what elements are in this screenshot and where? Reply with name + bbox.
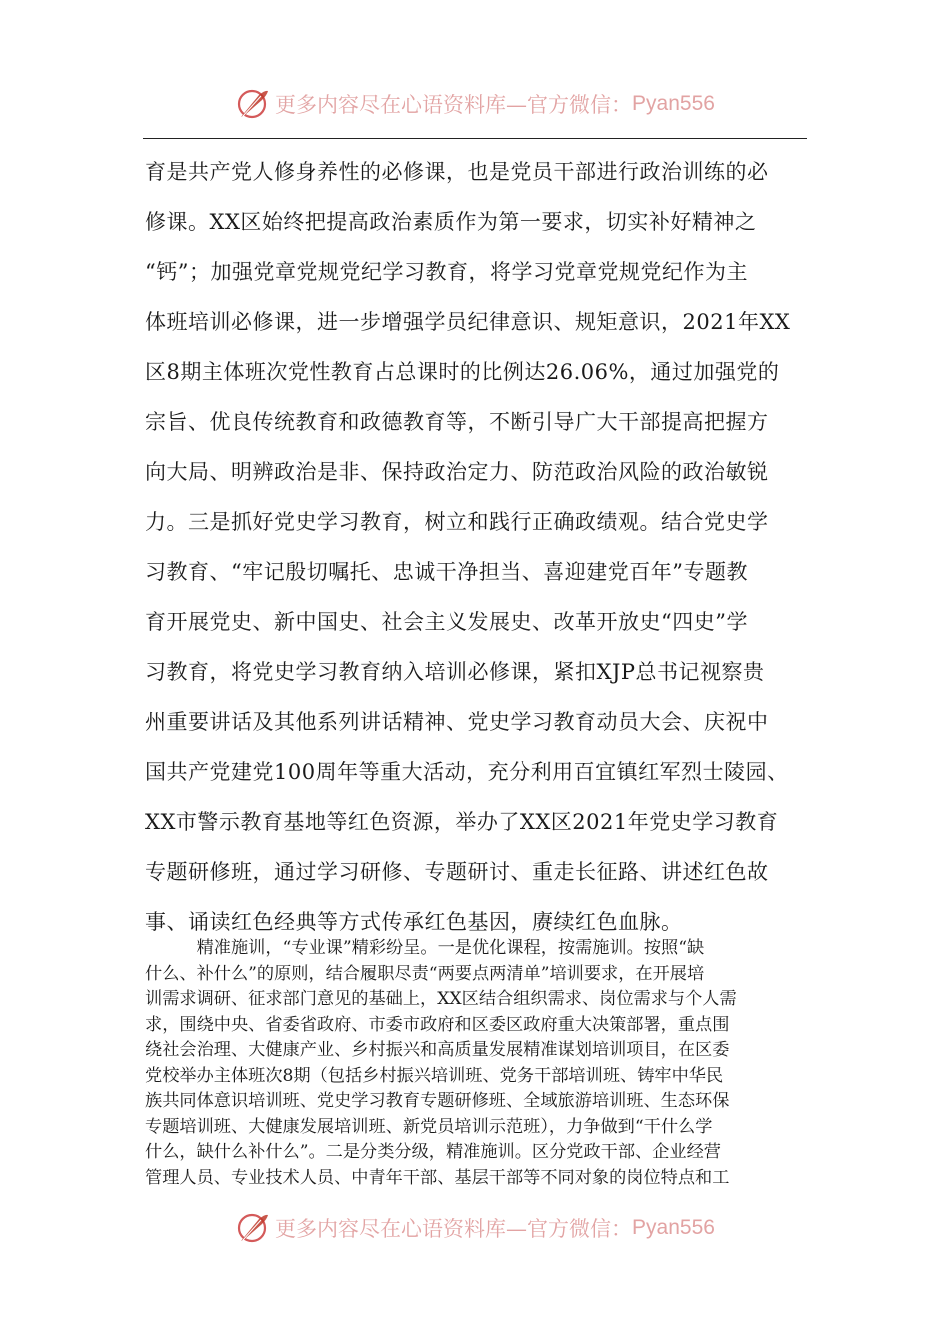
body-line: 族共同体意识培训班、党史学习教育专题研修班、全域旅游培训班、生态环保 — [145, 1091, 730, 1111]
banner-wechat-id: Pyan556 — [632, 1216, 715, 1239]
banner-text: 更多内容尽在心语资料库—官方微信： — [275, 1217, 633, 1241]
body-line: 育开展党史、新中国史、社会主义发展史、改革开放史“四史”学 — [145, 610, 748, 634]
body-line: 修课。XX区始终把提高政治素质作为第一要求，切实补好精神之 — [145, 210, 757, 234]
body-line: “钙”；加强党章党规党纪学习教育，将学习党章党规党纪作为主 — [145, 260, 748, 284]
body-line: 国共产党建党100周年等重大活动，充分利用百宜镇红军烈士陵园、 — [145, 760, 789, 784]
body-line: 向大局、明辨政治是非、保持政治定力、防范政治风险的政治敏锐 — [145, 460, 769, 484]
body-line: 绕社会治理、大健康产业、乡村振兴和高质量发展精准谋划培训项目，在区委 — [145, 1040, 730, 1060]
body-line: 专题研修班，通过学习研修、专题研讨、重走长征路、讲述红色故 — [145, 860, 769, 884]
quill-logo-icon — [235, 86, 271, 122]
body-line: 州重要讲话及其他系列讲话精神、党史学习教育动员大会、庆祝中 — [145, 710, 769, 734]
body-line: XX市警示教育基地等红色资源，举办了XX区2021年党史学习教育 — [145, 810, 779, 834]
body-line: 区8期主体班次党性教育占总课时的比例达26.06%，通过加强党的 — [145, 360, 780, 384]
body-line: 体班培训必修课，进一步增强学员纪律意识、规矩意识，2021年XX — [145, 310, 791, 334]
body-line: 精准施训，“专业课”精彩纷呈。一是优化课程，按需施训。按照“缺 — [145, 938, 705, 958]
body-line: 训需求调研、征求部门意见的基础上，XX区结合组织需求、岗位需求与个人需 — [145, 989, 737, 1009]
body-line: 什么，缺什么补什么”。二是分类分级，精准施训。区分党政干部、企业经营 — [145, 1142, 721, 1162]
body-section-small — [145, 936, 810, 1191]
body-line: 求，围绕中央、省委省政府、市委市政府和区委区政府重大决策部署，重点围 — [145, 1014, 730, 1035]
body-line: 管理人员、专业技术人员、中青年干部、基层干部等不同对象的岗位特点和工 — [145, 1167, 730, 1188]
body-line: 育是共产党人修身养性的必修课，也是党员干部进行政治训练的必 — [145, 160, 769, 184]
body-line: 专题培训班、大健康发展培训班、新党员培训示范班），力争做到“干什么学 — [145, 1116, 713, 1137]
banner-wechat-id: Pyan556 — [632, 92, 715, 115]
body-line: 党校举办主体班次8期（包括乡村振兴培训班、党务干部培训班、铸牢中华民 — [145, 1065, 724, 1086]
body-line: 力。三是抓好党史学习教育，树立和践行正确政绩观。结合党史学 — [145, 510, 769, 534]
banner-text: 更多内容尽在心语资料库—官方微信： — [275, 93, 633, 117]
body-line: 宗旨、优良传统教育和政德教育等，不断引导广大干部提高把握方 — [145, 410, 769, 434]
header-banner — [0, 84, 950, 124]
body-line: 事、诵读红色经典等方式传承红色基因，赓续红色血脉。 — [145, 910, 683, 934]
body-line: 习教育，将党史学习教育纳入培训必修课，紧扣XJP总书记视察贵 — [145, 660, 765, 684]
body-section-large — [145, 147, 810, 947]
body-line: 什么、补什么”的原则，结合履职尽责“两要点两清单”培训要求，在开展培 — [145, 963, 705, 984]
body-line: 习教育、“牢记殷切嘱托、忠诚干净担当、喜迎建党百年”专题教 — [145, 560, 748, 584]
footer-banner — [0, 1208, 950, 1248]
header-divider — [143, 138, 807, 139]
quill-logo-icon — [235, 1210, 271, 1246]
